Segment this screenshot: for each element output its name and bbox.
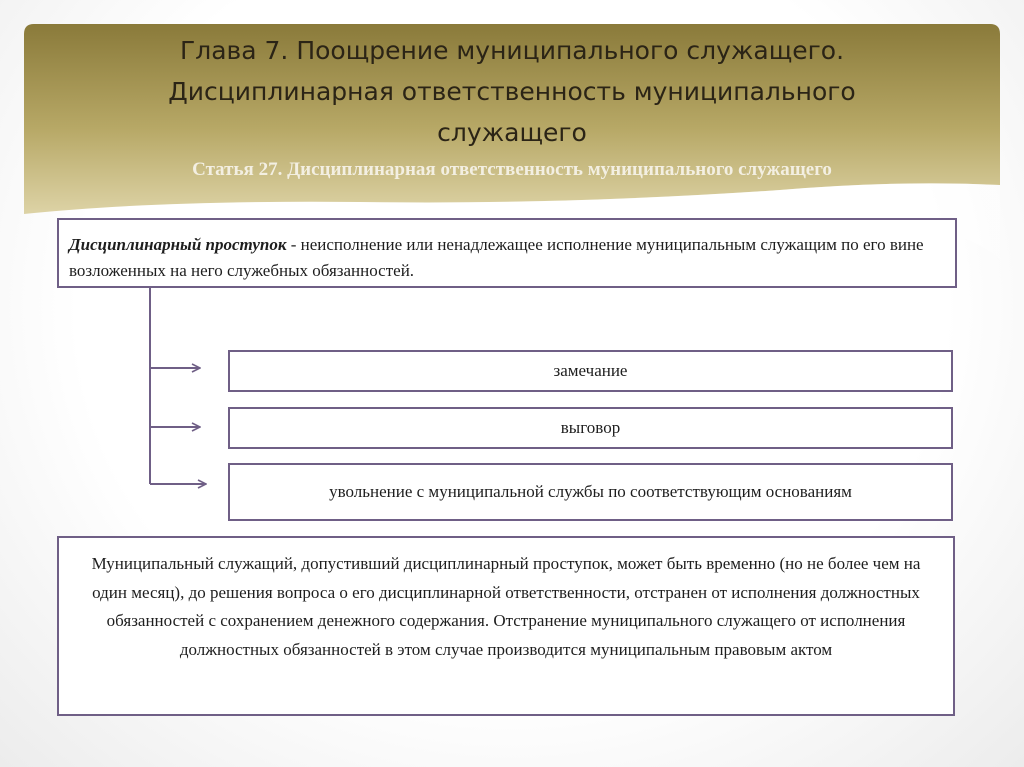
suspension-note-text: Муниципальный служащий, допустивший дисциплинарный проступок, может быть временно (но не более чем на один месяц), до решения вопроса о его дисциплинарной ответственности, отстранен от исполнения должностных обязанностей с сохранением денежного содержания. Отстранение муниципального служащего от исполнения должностных обязанностей в этом случае производится муниципальным правовым актом	[91, 554, 921, 659]
penalty-box-remark	[228, 350, 953, 392]
definition-term: Дисциплинарный проступок	[69, 235, 287, 254]
definition-text: - неисполнение или ненадлежащее исполнение муниципальным служащим по его вине возложенных на него служебных обязанностей.	[69, 235, 924, 280]
penalty-label: выговор	[560, 418, 621, 437]
suspension-note-box	[57, 536, 955, 716]
title-block	[40, 30, 984, 181]
penalty-label: увольнение с муниципальной службы по соответствующим основаниям	[329, 482, 852, 501]
slide-title-line-2: Дисциплинарная ответственность муниципального	[168, 77, 856, 106]
slide-title-line-1: Глава 7. Поощрение муниципального служащего.	[179, 36, 845, 65]
slide-subtitle: Статья 27. Дисциплинарная ответственность муниципального служащего	[192, 159, 832, 180]
penalty-box-dismissal	[228, 463, 953, 521]
penalty-label: замечание	[553, 361, 628, 380]
penalty-box-reprimand	[228, 407, 953, 449]
slide-title-line-3: служащего	[437, 118, 587, 147]
definition-box	[57, 218, 957, 288]
